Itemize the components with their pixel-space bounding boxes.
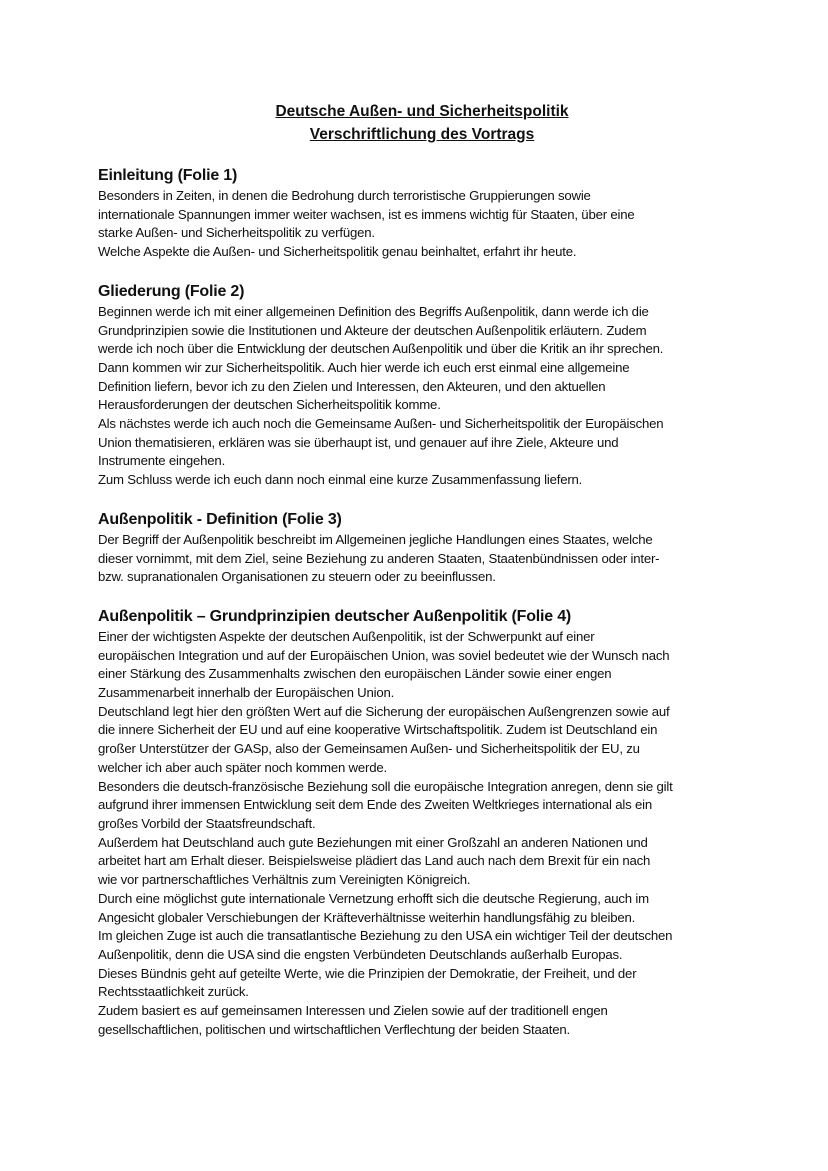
- paragraph-line: Im gleichen Zuge ist auch die transatlantische Beziehung zu den USA ein wichtiger Teil der deutschen: [98, 928, 673, 944]
- paragraph-line: internationale Spannungen immer weiter wachsen, ist es immens wichtig für Staaten, über eine: [98, 206, 635, 222]
- paragraph-line: Deutschland legt hier den größten Wert auf die Sicherung der europäischen Außengrenzen sowie auf: [98, 703, 670, 719]
- paragraph-line: Einer der wichtigsten Aspekte der deutschen Außenpolitik, ist der Schwerpunkt auf einer: [98, 628, 595, 644]
- paragraph-line: einer Stärkung des Zusammenhalts zwischen den europäischen Länder sowie einer engen: [98, 666, 612, 682]
- subtitle-line: Verschriftlichung des Vortrags: [309, 126, 535, 143]
- paragraph-line: bzw. supranationalen Organisationen zu steuern oder zu beeinflussen.: [98, 569, 496, 585]
- paragraph-line: europäischen Integration und auf der Europäischen Union, was soviel bedeutet wie der Wunsch nach: [98, 647, 670, 663]
- document-body: [98, 165, 758, 1039]
- paragraph-line: Grundprinzipien sowie die Institutionen und Akteure der deutschen Außenpolitik erläutern. Zudem: [98, 322, 647, 338]
- document-page: [98, 100, 758, 1039]
- paragraph-line: Besonders die deutsch-französische Beziehung soll die europäische Integration anregen, denn sie gilt: [98, 778, 673, 794]
- paragraph-line: Dieses Bündnis geht auf geteilte Werte, wie die Prinzipien der Demokratie, der Freiheit, und der: [98, 965, 637, 981]
- section: [98, 165, 758, 262]
- paragraph-line: Union thematisieren, erklären was sie überhaupt ist, und genauer auf ihre Ziele, Akteure und: [98, 434, 619, 450]
- paragraph-line: Außenpolitik, denn die USA sind die engsten Verbündeten Deutschlands außerhalb Europas.: [98, 946, 623, 962]
- paragraph-line: Angesicht globaler Verschiebungen der Kräfteverhältnisse weiterhin handlungsfähig zu bleiben.: [98, 909, 636, 925]
- paragraph-line: Herausforderungen der deutschen Sicherheitspolitik komme.: [98, 397, 441, 413]
- paragraph-line: Besonders in Zeiten, in denen die Bedrohung durch terroristische Gruppierungen sowie: [98, 188, 591, 203]
- paragraph-line: Zum Schluss werde ich euch dann noch einmal eine kurze Zusammenfassung liefern.: [98, 472, 583, 488]
- section-heading: Gliederung (Folie 2): [98, 282, 245, 300]
- paragraph-line: Als nächstes werde ich auch noch die Gemeinsame Außen- und Sicherheitspolitik der Europäischen: [98, 416, 664, 432]
- paragraph-line: Zudem basiert es auf gemeinsamen Interessen und Zielen sowie auf der traditionell engen: [98, 1003, 608, 1019]
- section: [98, 509, 758, 587]
- paragraph-line: Rechtsstaatlichkeit zurück.: [98, 984, 249, 1000]
- paragraph-line: arbeitet hart am Erhalt dieser. Beispielsweise plädiert das Land auch nach dem Brexit für ein nach: [98, 853, 651, 869]
- paragraph-line: aufgrund ihrer immensen Entwicklung seit dem Ende des Zweiten Weltkrieges international als ein: [98, 797, 652, 813]
- title-line: Deutsche Außen- und Sicherheitspolitik: [275, 103, 569, 120]
- section: [98, 606, 758, 1039]
- paragraph-line: Beginnen werde ich mit einer allgemeinen Definition des Begriffs Außenpolitik, dann werde ich die: [98, 303, 649, 319]
- paragraph-line: starke Außen- und Sicherheitspolitik zu verfügen.: [98, 225, 375, 241]
- paragraph-line: wie vor partnerschaftliches Verhältnis zum Vereinigten Königreich.: [98, 872, 471, 888]
- paragraph-line: Der Begriff der Außenpolitik beschreibt im Allgemeinen jegliche Handlungen eines Staates, welche: [98, 531, 653, 547]
- paragraph-line: Außerdem hat Deutschland auch gute Beziehungen mit einer Großzahl an anderen Nationen und: [98, 834, 648, 850]
- paragraph-line: großer Unterstützer der GASp, also der Gemeinsamen Außen- und Sicherheitspolitik der EU, zu: [98, 741, 640, 757]
- paragraph-line: Instrumente eingehen.: [98, 453, 226, 469]
- paragraph-line: Definition liefern, bevor ich zu den Zielen und Interessen, den Akteuren, und den aktuellen: [98, 378, 606, 394]
- paragraph-line: gesellschaftlichen, politischen und wirtschaftlichen Verflechtung der beiden Staaten.: [98, 1021, 570, 1037]
- paragraph-line: Welche Aspekte die Außen- und Sicherheitspolitik genau beinhaltet, erfahrt ihr heute.: [98, 244, 577, 260]
- paragraph-line: die innere Sicherheit der EU und auf eine kooperative Wirtschaftspolitik. Zudem ist Deutschland ein: [98, 722, 658, 738]
- document-title: [86, 100, 758, 146]
- section: [98, 281, 758, 490]
- section-heading: Außenpolitik - Definition (Folie 3): [98, 510, 342, 528]
- paragraph-line: werde ich noch über die Entwicklung der deutschen Außenpolitik und über die Kritik an ihr sprechen.: [98, 341, 664, 357]
- section-heading: Außenpolitik – Grundprinzipien deutscher Außenpolitik (Folie 4): [98, 607, 572, 625]
- section-heading: Einleitung (Folie 1): [98, 167, 238, 184]
- paragraph-line: Dann kommen wir zur Sicherheitspolitik. Auch hier werde ich euch erst einmal eine allgemeine: [98, 359, 630, 375]
- paragraph-line: dieser vornimmt, mit dem Ziel, seine Beziehung zu anderen Staaten, Staatenbündnissen oder inter-: [98, 550, 660, 566]
- paragraph-line: großes Vorbild der Staatsfreundschaft.: [98, 815, 316, 831]
- paragraph-line: Durch eine möglichst gute internationale Vernetzung erhofft sich die deutsche Regierung, auch im: [98, 890, 649, 906]
- paragraph-line: welcher ich aber auch später noch kommen werde.: [98, 759, 387, 775]
- paragraph-line: Zusammenarbeit innerhalb der Europäischen Union.: [98, 685, 395, 701]
